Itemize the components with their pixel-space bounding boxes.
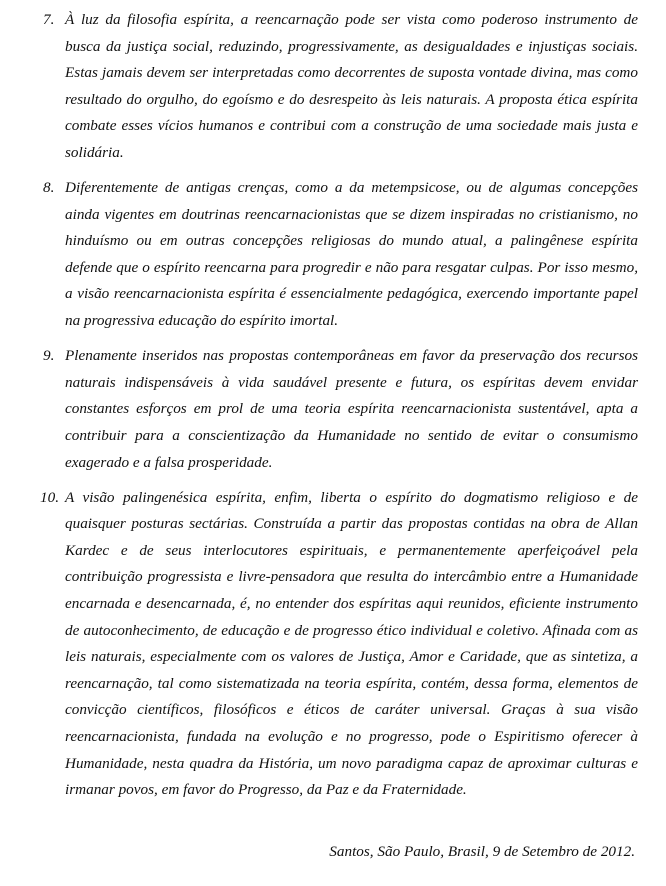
list-item-7 — [43, 7, 638, 167]
item-text: À luz da filosofia espírita, a reencarnação pode ser vista como poderoso instrumento de busca da justiça social, reduzindo, progressivamente, as desigualdades e injustiças sociais. Estas jamais devem ser interpretadas como decorrentes de suposta vontade divina, mas como resultado do orgulho, do egoísmo e do desrespeito às leis naturais. A proposta ética espírita combate esses vícios humanos e contribui com a construção de uma sociedade mais justa e solidária. — [65, 11, 638, 161]
item-text: Diferentemente de antigas crenças, como a da metempsicose, ou de algumas concepções ainda vigentes em doutrinas reencarnacionistas que se dizem inspiradas no cristianismo, no hinduísmo ou em outras concepções religiosas do mundo atual, a palingênese espírita defende que o espírito reencarna para progredir e não para resgatar culpas. Por isso mesmo, a visão reencarnacionista espírita é essencialmente pedagógica, exercendo importante papel na progressiva educação do espírito imortal. — [65, 179, 638, 330]
place-and-date: Santos, São Paulo, Brasil, 9 de Setembro de 2012. — [329, 843, 635, 860]
item-text: Plenamente inseridos nas propostas contemporâneas em favor da preservação dos recursos naturais indispensáveis à vida saudável presente e futura, os espíritas devem envidar constantes esforços em prol de uma teoria espírita reencarnacionista sustentável, apta a contribuir para a conscientização da Humanidade no sentido de evitar o consumismo exagerado e a falsa prosperidade. — [65, 347, 638, 471]
item-number: 7. — [43, 11, 55, 28]
list-item-8 — [43, 175, 638, 335]
item-number: 10. — [40, 488, 59, 506]
list-item-9 — [43, 343, 638, 476]
item-text: A visão palingenésica espírita, enfim, liberta o espírito do dogmatismo religioso e de quaisquer posturas sectárias. Construída a partir das propostas contidas na obra de Allan Kardec e de seus interlocutores espirituais, e permanentemente aperfeiçoável pela contribuição progressista e livre-pensadora que resulta do intercâmbio entre a Humanidade encarnada e desencarnada, é, no entender dos espíritas aqui reunidos, eficiente instrumento de autoconhecimento, de educação e de progresso ético individual e coletivo. Afinada com as leis naturais, especialmente com os valores de Justiça, Amor e Caridade, que as sintetiza, a reencarnação, tal como sistematizada na teoria espírita, contém, dessa forma, elementos de convicção científicos, filosóficos e éticos de caráter universal. Graças à sua visão reencarnacionista, fundada na evolução e no progresso, pode o Espiritismo oferecer à Humanidade, nesta quadra da História, um novo paradigma capaz de aproximar culturas e irmanar povos, em favor do Progresso, da Paz e da Fraternidade. — [65, 488, 638, 799]
list-item-10 — [40, 485, 638, 804]
item-number: 9. — [43, 347, 55, 365]
numbered-list — [0, 7, 666, 804]
item-number: 8. — [43, 179, 55, 197]
document-body — [0, 7, 666, 812]
